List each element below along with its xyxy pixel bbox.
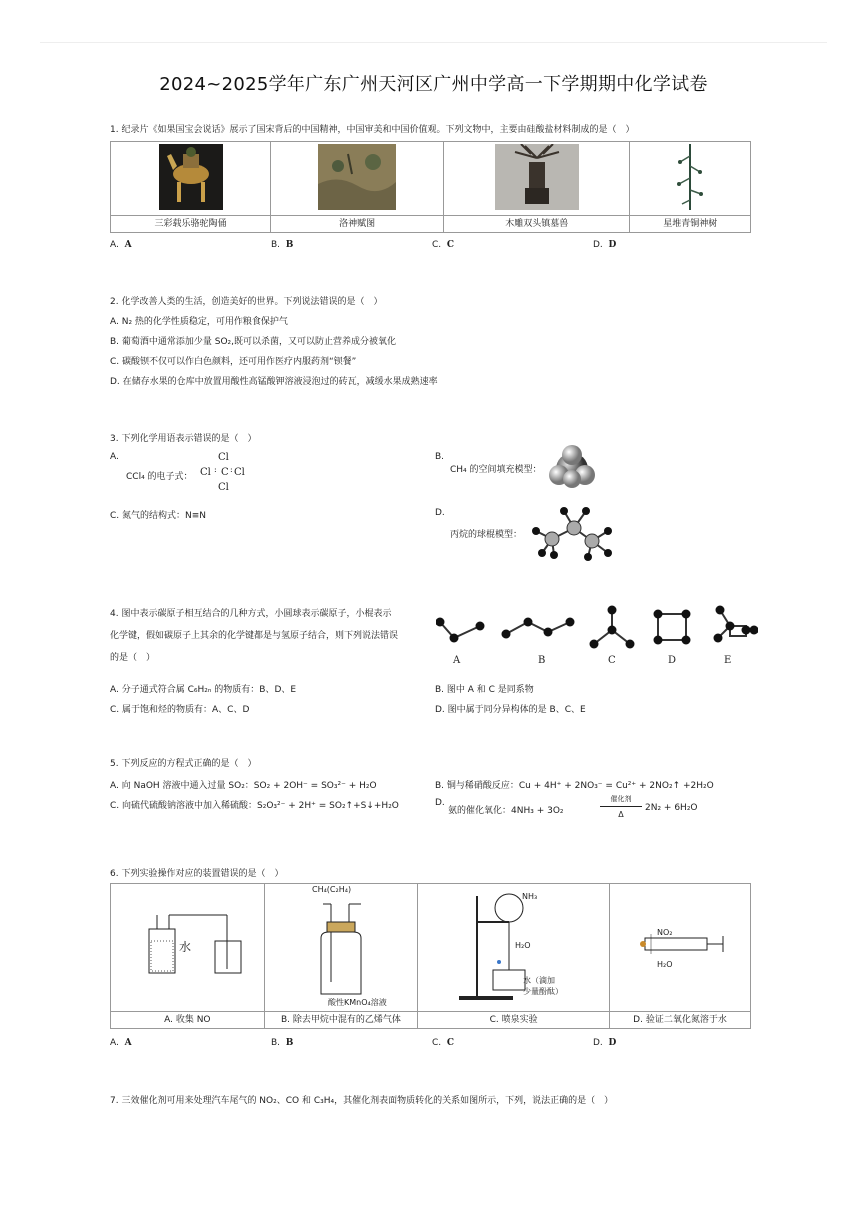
reaction-condition-heat: Δ	[618, 810, 624, 819]
question-2	[110, 296, 770, 389]
q2-option-a[interactable]: A. N₂ 热的化学性质稳定，可用作粮食保护气	[110, 317, 288, 327]
q3-option-b-label[interactable]: B.	[435, 452, 445, 462]
q5-option-a[interactable]: A. 向 NaOH 溶液中通入过量 SO₂：SO₂ + 2OH⁻ = SO₃²⁻ + H₂O	[110, 781, 377, 791]
gas-wash-bottle-diagram	[281, 886, 401, 1006]
option-value: B	[285, 1038, 294, 1048]
question-1-image-table	[110, 141, 751, 233]
q2-option-d[interactable]: D. 在储存水果的仓库中放置用酸性高锰酸钾溶液浸泡过的砖瓦，减缓水果成熟速率	[110, 377, 438, 387]
c-nh3-label: NH₃	[522, 892, 538, 901]
option-letter: C.	[432, 240, 442, 250]
q6-option-c[interactable]	[432, 1038, 454, 1048]
q5-option-d-label[interactable]: D.	[435, 798, 445, 808]
q5-option-c[interactable]: C. 向硫代硫酸钠溶液中加入稀硫酸：S₂O₃²⁻ + 2H⁺ = SO₂↑+S↓+H₂O	[110, 801, 399, 811]
q1-option-d[interactable]	[593, 240, 616, 250]
q4-option-b[interactable]: B. 图中 A 和 C 是同系物	[435, 685, 534, 695]
question-4	[110, 603, 430, 669]
q4-option-a[interactable]: A. 分子通式符合属 C₆H₂ₙ 的物质有：B、D、E	[110, 685, 297, 695]
q3-option-a-label[interactable]: A.	[110, 452, 119, 462]
q1-caption-c: 木雕双头镇墓兽	[444, 216, 630, 233]
q6-caption-c: C. 喷泉实验	[418, 1012, 610, 1029]
reaction-arrow-line	[600, 806, 642, 807]
option-value: D	[608, 1038, 617, 1048]
question-7-text: 7. 三效催化剂可用来处理汽车尾气的 NO₂、CO 和 C₃H₄，其催化剂表面物质转化的关系如图所示，下列，说法正确的是（ ）	[110, 1096, 614, 1106]
structure-label-b: B	[538, 655, 546, 666]
q1-caption-b: 洛神赋图	[271, 216, 444, 233]
ccl4-electron-formula: Cl Cl : C : Cl Cl	[200, 452, 245, 493]
page-title: 2024~2025学年广东广州天河区广州中学高一下学期期中化学试卷	[159, 74, 708, 95]
b-gas-label: CH₄(C₂H₄)	[312, 885, 352, 894]
option-letter: A.	[110, 1038, 119, 1048]
question-3-text: 3. 下列化学用语表示错误的是（ ）	[110, 434, 257, 444]
q1-caption-d: 星堆青铜神树	[630, 216, 751, 233]
q3-option-d-label[interactable]: D.	[435, 508, 445, 518]
wood-tomb-beast-image	[444, 142, 630, 216]
cl-right: Cl	[234, 467, 245, 478]
water-label: 水	[179, 940, 192, 954]
question-4-text-3: 的是（ ）	[110, 653, 156, 663]
b-solution-label: 酸性KMnO₄溶液	[328, 998, 387, 1007]
structure-label-a: A	[453, 655, 461, 666]
question-1-text: 1. 纪录片《如果国宝会说话》展示了国宋背后的中国精神，中国审美和中国价值观。下列文物中，主要由硅酸盐材料制成的是（ ）	[110, 125, 635, 135]
c-center: C	[221, 467, 229, 478]
q3-option-a-text: CCl₄ 的电子式：	[126, 472, 193, 482]
structure-label-c: C	[608, 655, 616, 666]
q6-caption-b: B. 除去甲烷中混有的乙烯气体	[264, 1012, 418, 1029]
camel-figurine-image	[111, 142, 271, 216]
question-4-text-2: 化学键，假如碳原子上其余的化学键都是与氢原子结合，则下列说法错误	[110, 631, 399, 641]
cl-bottom: Cl	[218, 482, 229, 493]
q6-option-a[interactable]	[110, 1038, 132, 1048]
cl-left: Cl	[200, 467, 211, 478]
bronze-tree-image	[630, 142, 751, 216]
option-letter: C.	[432, 1038, 442, 1048]
option-value: B	[285, 240, 294, 250]
q3-option-b-text: CH₄ 的空间填充模型：	[450, 465, 542, 475]
option-value: C	[446, 1038, 455, 1048]
propane-ball-stick-model	[528, 503, 618, 563]
option-value: D	[608, 240, 617, 250]
option-value: C	[446, 240, 455, 250]
q1-option-b[interactable]	[271, 240, 293, 250]
c-water-label-2: 少量酚酞）	[523, 987, 563, 996]
q1-option-c[interactable]	[432, 240, 454, 250]
q6-option-d[interactable]	[593, 1038, 616, 1048]
apparatus-a	[111, 884, 265, 1012]
option-value: A	[124, 1038, 132, 1048]
option-letter: D.	[593, 240, 603, 250]
q1-option-a[interactable]	[110, 240, 132, 250]
q6-caption-a: A. 收集 NO	[111, 1012, 265, 1029]
cl-top: Cl	[218, 452, 229, 463]
q2-option-c[interactable]: C. 碳酸钡不仅可以作白色颜料，还可用作医疗内服药剂“钡餐”	[110, 357, 357, 367]
carbon-structures-figure	[436, 600, 758, 672]
structure-label-e: E	[724, 655, 732, 666]
c-h2o-label: H₂O	[515, 941, 531, 950]
gas-collection-diagram	[127, 911, 247, 981]
d-no2-label: NO₂	[657, 928, 673, 937]
c-water-label-1: 水（滴加	[523, 976, 555, 985]
d-h2o-label: H₂O	[657, 960, 673, 969]
question-4-text-1: 4. 图中表示碳原子相互结合的几种方式，小圆球表示碳原子，小棍表示	[110, 609, 392, 619]
option-letter: A.	[110, 240, 119, 250]
q4-option-c[interactable]: C. 属于饱和烃的物质有：A、C、D	[110, 705, 250, 715]
apparatus-b	[264, 884, 418, 1012]
q4-option-d[interactable]: D. 图中属于同分异构体的是 B、C、E	[435, 705, 586, 715]
q5-option-d-products: 2N₂ + 6H₂O	[645, 803, 698, 813]
ch4-space-filling-model	[548, 445, 596, 491]
option-letter: D.	[593, 1038, 603, 1048]
reaction-condition-catalyst: 催化剂	[610, 795, 632, 803]
q3-option-c[interactable]: C. 氮气的结构式：N≡N	[110, 511, 207, 521]
syringe-diagram	[625, 916, 735, 976]
top-rule	[40, 42, 827, 43]
fountain-experiment-diagram	[439, 886, 589, 1006]
question-6-text: 6. 下列实验操作对应的装置错误的是（ ）	[110, 869, 284, 879]
structure-label-d: D	[668, 655, 677, 666]
question-6	[110, 868, 770, 1029]
option-letter: B.	[271, 1038, 281, 1048]
option-letter: B.	[271, 240, 281, 250]
option-value: A	[124, 240, 132, 250]
q6-option-b[interactable]	[271, 1038, 293, 1048]
question-7	[110, 1095, 770, 1108]
q2-option-b[interactable]: B. 葡萄酒中通常添加少量 SO₂,既可以杀菌，又可以防止营养成分被氧化	[110, 337, 397, 347]
apparatus-d	[610, 884, 751, 1012]
question-5-text: 5. 下列反应的方程式正确的是（ ）	[110, 759, 257, 769]
question-6-apparatus-table	[110, 883, 751, 1029]
q3-option-d-text: 丙烷的球棍模型：	[450, 530, 523, 540]
question-1	[110, 124, 770, 233]
q1-caption-a: 三彩载乐骆驼陶俑	[111, 216, 271, 233]
q5-option-d-text: 氨的催化氧化：4NH₃ + 3O₂	[448, 806, 564, 816]
question-2-text: 2. 化学改善人类的生活，创造美好的世界。下列说法错误的是（ ）	[110, 297, 383, 307]
q6-caption-d: D. 验证二氧化氮溶于水	[610, 1012, 751, 1029]
q5-option-b[interactable]: B. 铜与稀硝酸反应：Cu + 4H⁺ + 2NO₃⁻ = Cu²⁺ + 2NO₂↑ +2H₂O	[435, 781, 714, 791]
question-3	[110, 433, 770, 446]
question-5	[110, 758, 770, 771]
scroll-painting-image	[271, 142, 444, 216]
apparatus-c	[418, 884, 610, 1012]
